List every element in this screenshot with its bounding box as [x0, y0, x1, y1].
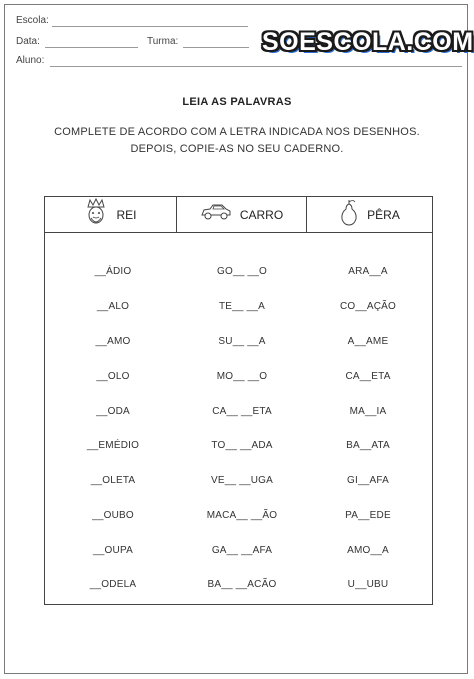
king-icon: [84, 197, 108, 232]
word-pera: CA__ETA: [345, 371, 391, 382]
word-carro: MACA__ __ÃO: [206, 510, 278, 521]
word-pera: ARA__A: [348, 266, 388, 277]
column-header-carro: [177, 197, 307, 233]
car-icon: [200, 203, 232, 226]
school-label: Escola:: [16, 15, 49, 26]
word-pera: U__UBU: [347, 579, 389, 590]
class-field-line[interactable]: [183, 47, 249, 48]
word-pera: A__AME: [347, 336, 389, 347]
word-rei: __ALO: [96, 301, 130, 312]
word-carro: TE__ __A: [218, 301, 266, 312]
instruction-line-1: COMPLETE DE ACORDO COM A LETRA INDICADA NOS DESENHOS.: [54, 126, 420, 138]
word-table: [44, 196, 433, 605]
word-carro: SU__ __A: [218, 336, 266, 347]
word-rei: __ODELA: [89, 579, 137, 590]
word-pera: PA__EDE: [345, 510, 391, 521]
column-label: PÊRA: [367, 207, 400, 222]
word-pera: CO__AÇÃO: [339, 301, 397, 312]
instruction-line-2: DEPOIS, COPIE-AS NO SEU CADERNO.: [130, 143, 344, 155]
student-label: Aluno:: [16, 55, 45, 66]
word-carro: MO__ __O: [216, 371, 268, 382]
student-field-line[interactable]: [50, 66, 462, 67]
word-rei: __OLO: [96, 371, 130, 382]
class-label: Turma:: [147, 36, 179, 47]
word-carro: CA__ __ETA: [212, 406, 272, 417]
column-header-pera: [307, 197, 432, 233]
word-rei: __OUBO: [92, 510, 134, 521]
word-pera: BA__ATA: [346, 440, 390, 451]
page-title: LEIA AS PALAVRAS: [182, 96, 292, 108]
column-header-rei: [45, 197, 177, 233]
word-carro: GO__ __O: [217, 266, 267, 277]
word-rei: __EMÉDIO: [86, 440, 140, 451]
word-rei: __OLETA: [90, 475, 136, 486]
logo: SOESCOLA.COM: [262, 28, 474, 56]
word-pera: AMO__A: [347, 545, 389, 556]
column-label: CARRO: [239, 207, 284, 222]
word-carro: GA__ __AFA: [211, 545, 273, 556]
date-field-line[interactable]: [45, 47, 138, 48]
date-label: Data:: [16, 36, 40, 47]
word-rei: __ODA: [96, 406, 130, 417]
word-pera: GI__AFA: [347, 475, 389, 486]
word-carro: BA__ __ACÃO: [207, 579, 277, 590]
word-rei: __AMO: [95, 336, 131, 347]
word-pera: MA__IA: [349, 406, 387, 417]
word-carro: TO__ __ADA: [211, 440, 273, 451]
word-rei: __ÁDIO: [94, 266, 132, 277]
column-label: REI: [116, 207, 137, 222]
word-carro: VE__ __UGA: [210, 475, 274, 486]
pear-icon: [339, 198, 359, 231]
school-field-line[interactable]: [52, 26, 248, 27]
word-rei: __OUPA: [93, 545, 133, 556]
